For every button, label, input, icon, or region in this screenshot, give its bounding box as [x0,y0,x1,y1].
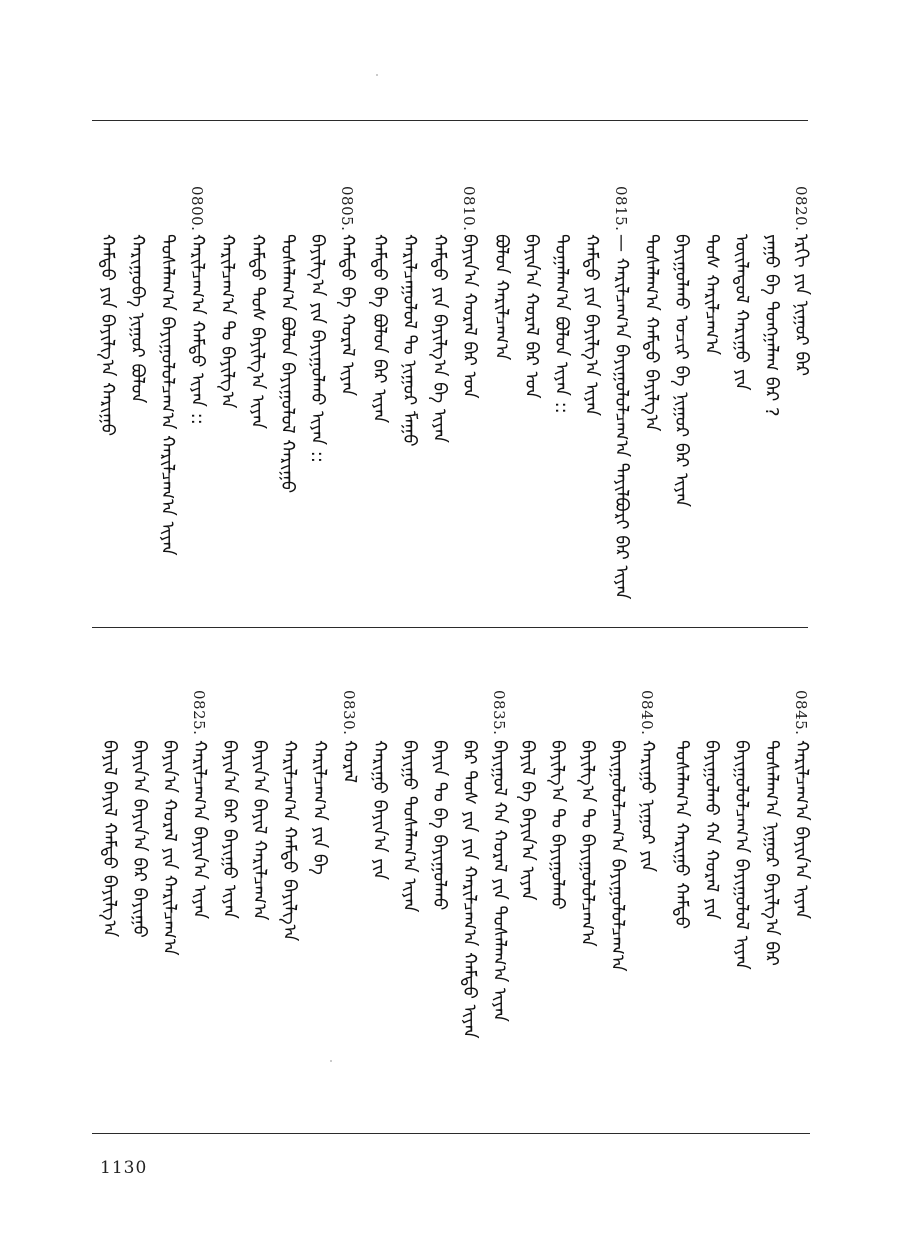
verse-line: ᠡᠷᠬᠢ ᠶᠢᠨ ᠨᠢᠭᠤᠷ ᠪᠠᠷ [791,234,812,376]
verse-line: ᠪᠠᠶᠢᠭᠤ ᠲᠤᠰᠠᠯᠠᠭ᠎ᠠ ᠢᠶᠡᠨ [399,740,420,913]
verse-line: ᠬᠠᠷᠢᠭᠤ ᠨᠢᠭᠤᠷ ᠶᠢᠨ [637,740,658,873]
verse-line: ᠪᠠᠶᠢᠨ᠎ᠠ ᠪᠠᠶᠢᠯ ᠬᠠᠷᠢᠯᠴᠠᠭ᠎ᠠ [249,740,270,921]
verse-line: ᠬᠠᠷᠢᠯᠴᠠᠭ᠎ᠠ ᠪᠠᠶᠢᠨ᠎ᠠ ᠢᠶᠡᠨ [189,740,210,920]
verse-line: ᠪᠠᠶᠢᠭᠤᠯᠤᠯᠴᠠᠭ᠎ᠠ ᠪᠠᠶᠢᠭᠤᠯᠤᠯ ᠢᠶᠡᠨ [731,740,752,970]
line-number: 0805. [338,186,356,232]
verse-line: ᠪᠠᠶᠢᠨ᠎ᠠ ᠬᠤᠷᠠᠯ ᠶᠢᠨ ᠬᠠᠷᠢᠯᠴᠠᠭ᠎ᠠ [159,740,180,956]
verse-line: ᠪᠠᠶᠢᠨ᠎ᠠ ᠪᠠᠶᠢᠨ᠎ᠠ ᠪᠠᠷ ᠪᠠᠶᠢᠭᠤ [129,740,150,938]
top-rule [92,120,808,121]
verse-line: ᠬᠠᠮᠲᠤ ᠶᠢᠨ ᠪᠠᠶᠢᠯᠭ᠎ᠠ ᠪᠠ ᠢᠶᠡᠨ [429,234,450,443]
verse-line: ᠲᠤᠰᠠᠯᠠᠭ᠎ᠠ ᠪᠤᠯᠤᠨ ᠪᠠᠶᠢᠭᠤᠯᠤᠯ ᠬᠠᠷᠢᠭᠤ [277,234,298,494]
verse-line: ᠪᠠᠶᠢᠯᠭ᠎ᠠ ᠲᠤ ᠪᠠᠶᠢᠭᠤᠯᠬᠤ [547,740,568,910]
bottom-rule [92,1133,810,1134]
verse-line: ᠬᠠᠮᠲᠤ ᠲᠤᠰ ᠪᠠᠶᠢᠯᠭ᠎ᠠ ᠢᠶᠡᠨ [247,234,268,430]
line-number: 0800. [188,186,206,232]
verse-line: ᠲᠤᠰᠠᠯᠠᠭ᠎ᠠ ᠬᠠᠷᠢᠭᠤ ᠬᠠᠮᠲᠤ [671,740,692,930]
verse-line: ᠲᠤᠰᠠᠯᠠᠭ᠎ᠠ ᠪᠠᠶᠢᠭᠤᠯᠤᠯᠴᠠᠭ᠎ᠠ ᠬᠠᠷᠢᠯᠴᠠᠭ᠎ᠠ ᠢᠶᠡᠨ [157,234,178,556]
verse-line: ᠲᠤᠭᠠᠯᠠᠭ᠎ᠠ ᠪᠤᠯᠤᠨ ᠢᠶᠡᠨ :: [551,234,572,414]
scan-speck [376,74,378,76]
verse-line: ᠲᠤᠰᠠᠯᠠᠭ᠎ᠠ ᠨᠢᠭᠤᠷ ᠪᠠᠶᠢᠯᠭ᠎ᠠ ᠪᠠᠷ [761,740,782,966]
verse-line: ᠪᠠᠶᠢᠭᠤᠯᠬᠤ ᠬᠠ ᠬᠤᠷᠠᠯ ᠶᠢᠨ [701,740,722,920]
verse-line: ᠪᠠᠶᠢᠭᠤᠯᠤᠯᠴᠠᠭ᠎ᠠ ᠪᠠᠶᠢᠭᠤᠯᠤᠯᠴᠠᠭ᠎ᠠ [607,740,628,972]
verse-line: ᠶᠠᠭᠤ ᠪᠠ ᠲᠤᠩᠭᠠᠯᠠᠭ ᠪᠠᠷ ? [761,234,782,417]
verse-line: ᠲᠤᠰ ᠬᠠᠷᠢᠯᠴᠠᠭ᠎ᠠ [701,234,722,356]
verse-line: ᠪᠠᠶᠢᠨ᠎ᠠ ᠬᠤᠷᠠᠯ ᠪᠠᠷ ᠤᠨ [459,234,480,399]
verse-line: ᠪᠠᠶᠢᠯ ᠪᠠ ᠪᠠᠶᠢᠨ᠎ᠠ ᠢᠶᠡᠨ [517,740,538,901]
line-number: 0840. [638,690,656,736]
line-number: 0815. [612,186,630,232]
line-number: 0825. [190,690,208,736]
verse-line: ᠪᠠᠶᠢᠨ᠎ᠠ ᠬᠤᠷᠠᠯ ᠪᠠᠷ ᠤᠨ [521,234,542,399]
verse-line: ᠬᠠᠷᠢᠯᠴᠠᠭ᠎ᠠ ᠪᠠᠶᠢᠨ᠎ᠠ ᠢᠶᠡᠨ [791,740,812,920]
verse-line: ᠲᠤᠰᠠᠯᠠᠭ᠎ᠠ ᠬᠠᠮᠲᠤ ᠪᠠᠶᠢᠯᠭ᠎ᠠ [641,234,662,432]
verse-line: ᠬᠠᠷᠢᠯᠴᠠᠭ᠎ᠠ ᠬᠠᠮᠲᠤ ᠪᠠᠶᠢᠯᠭ᠎ᠠ [279,740,300,942]
verse-line: ᠬᠠᠮᠲᠤ ᠶᠢᠨ ᠪᠠᠶᠢᠯᠭ᠎ᠠ ᠬᠠᠷᠢᠭᠤ [97,234,118,437]
scan-speck [330,1060,332,1062]
verse-line: ᠬᠠᠮᠲᠤ ᠶᠢᠨ ᠪᠠᠶᠢᠯᠭ᠎ᠠ ᠢᠶᠡᠨ [581,234,602,417]
line-number: 0845. [792,690,810,736]
verse-line: ᠬᠠᠷᠢᠭᠤ ᠪᠠᠶᠢᠨ᠎ᠠ ᠶᠢᠨ [369,740,390,881]
verse-line: ᠬᠠᠷᠢᠭᠤᠪᠠ ᠨᠢᠭᠤᠷ ᠪᠤᠯᠤᠨ [127,234,148,404]
verse-line: ᠬᠠᠷᠢᠯᠴᠠᠭ᠎ᠠ ᠬᠠᠮᠲᠤ ᠢᠶᠡᠨ :: [187,234,208,425]
verse-line: ᠬᠠᠷᠢᠯᠴᠠᠭ᠎ᠠ ᠲᠤ ᠪᠠᠶᠢᠯᠭ᠎ᠠ [217,234,238,409]
line-number: 0820. [792,186,810,232]
line-number: 0835. [490,690,508,736]
verse-line: ᠬᠤᠷᠠᠯ [339,740,360,784]
line-number: 0830. [340,690,358,736]
middle-rule [92,627,808,628]
verse-line: ᠪᠤᠯᠤᠨ ᠬᠠᠷᠢᠯᠴᠠᠭ᠎ᠠ [491,234,512,361]
verse-line: — ᠬᠠᠷᠢᠯᠴᠠᠭ᠎ᠠ ᠪᠠᠶᠢᠭᠤᠯᠤᠯᠴᠠᠭ᠎ᠠ ᠲᠠᠶᠢᠯᠪᠤᠷᠢ ᠪᠠᠷ ᠢᠶᠡᠨ [611,234,632,600]
verse-line: ᠬᠠᠷᠢᠯᠴᠠᠭᠤᠯᠤᠯ ᠲᠤ ᠨᠢᠭᠤᠷ ᠮᠠᠭᠤ [399,234,420,447]
verse-line: ᠪᠠᠶᠢᠨ᠎ᠠ ᠪᠠᠷ ᠪᠠᠶᠢᠭᠤ ᠢᠶᠡᠨ [219,740,240,919]
verse-line: ᠪᠠᠶᠢᠭᠤᠯ ᠬᠠ ᠬᠤᠷᠠᠯ ᠶᠢᠨ ᠲᠤᠰᠠᠯᠠᠭ᠎ᠠ ᠢᠶᠡᠨ [489,740,510,1022]
verse-line: ᠪᠠᠶᠢᠭᠤᠯᠬᠤ ᠤᠴᠢᠷ ᠪᠠ ᠨᠢᠭᠤᠷ ᠪᠠᠷ ᠢᠶᠡᠨ [671,234,692,508]
verse-line: ᠪᠠᠶᠢᠯᠭ᠎ᠠ ᠶᠢᠨ ᠪᠠᠶᠢᠭᠤᠯᠬᠤ ᠢᠶᠡᠨ :: [307,234,328,463]
verse-line: ᠪᠠᠶᠢᠯ ᠪᠠᠶᠢᠯ ᠬᠠᠮᠲᠤ ᠪᠠᠶᠢᠯᠭ᠎ᠠ [99,740,120,938]
verse-line: ᠬᠠᠮᠲᠤ ᠪᠠ ᠬᠤᠷᠠᠯ ᠢᠶᠡᠨ [337,234,358,397]
page-number: 1130 [100,1158,148,1178]
verse-line: ᠦᠢᠯᠡᠳᠦᠯ ᠬᠠᠷᠢᠭᠤ ᠶᠢᠨ [731,234,752,391]
verse-line: ᠪᠠᠶᠢᠨ ᠲᠤ ᠪᠠ ᠪᠠᠶᠢᠭᠤᠯᠬᠤ [429,740,450,911]
verse-line: ᠬᠠᠷᠢᠯᠴᠠᠭ᠎ᠠ ᠶᠢᠨ ᠪᠠ [309,740,330,875]
verse-line: ᠪᠠᠶᠢᠯᠭ᠎ᠠ ᠲᠤ ᠪᠠᠶᠢᠭᠤᠯᠤᠯᠴᠠᠭ᠎ᠠ [577,740,598,947]
verse-line: ᠪᠠᠷ ᠲᠤᠰ ᠶᠢᠨ ᠶᠢᠨ ᠬᠠᠷᠢᠯᠴᠠᠭ᠎ᠠ ᠬᠠᠮᠲᠤ ᠢᠶᠡᠨ [459,740,480,1039]
verse-line: ᠬᠠᠮᠲᠤ ᠪᠠ ᠪᠤᠯᠤᠨ ᠪᠠᠷ ᠢᠶᠡᠨ [369,234,390,424]
line-number: 0810. [460,186,478,232]
